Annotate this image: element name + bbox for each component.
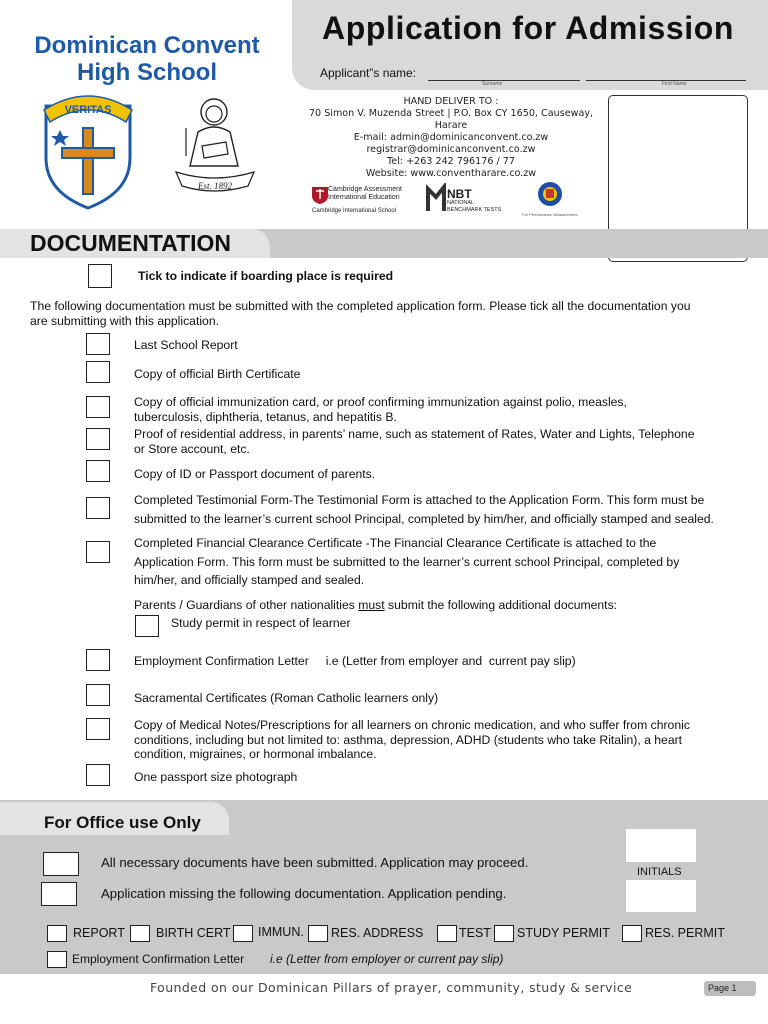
office-employment-note: i.e (Letter from employer or current pay slip) [270, 952, 504, 966]
office-check-res-address[interactable] [308, 925, 328, 942]
office-label-res-address: RES. ADDRESS [331, 926, 424, 940]
footer-motto: Founded on our Dominican Pillars of prayer, community, study & service [150, 980, 633, 995]
doc-item-birth-certificate [134, 367, 300, 382]
boarding-label: Tick to indicate if boarding place is required [138, 269, 394, 283]
cambridge-shield-icon [311, 186, 329, 204]
checkbox-birth-certificate[interactable] [86, 361, 110, 383]
office-check-report[interactable] [47, 925, 67, 942]
foreign-note-must: must [358, 598, 385, 612]
checkbox-testimonial[interactable] [86, 497, 110, 519]
doc-item-line: Last School Report [134, 338, 238, 352]
assessment-seal-icon [536, 180, 564, 212]
seal-caption: For Performance Measurement [522, 212, 578, 217]
office-check-birth-cert[interactable] [130, 925, 150, 942]
est-year: Est. 1892 [197, 181, 233, 191]
checkbox-employment-letter[interactable] [86, 649, 110, 671]
doc-item-line: Sacramental Certificates (Roman Catholic learners only) [134, 691, 439, 705]
initials-box-1[interactable] [626, 829, 696, 862]
cambridge-line1: Cambridge Assessment [328, 186, 402, 193]
doc-item-line: Copy of ID or Passport document of parents. [134, 467, 376, 481]
office-use-heading: For Office use Only [44, 813, 201, 832]
school-crest-icon [38, 88, 138, 212]
doc-item-passport-photo [134, 770, 297, 785]
doc-item-testimonial [134, 491, 714, 529]
doc-item-line: Application Form. This form must be submitted to the learner’s current school Principal, completed by [134, 554, 680, 569]
doc-item-line: Employment Confirmation Letter i.e (Letter from employer and current pay slip) [134, 654, 576, 668]
office-check-study-permit[interactable] [494, 925, 514, 942]
documentation-heading: DOCUMENTATION [30, 230, 232, 256]
hand-deliver-label: HAND DELIVER TO : [403, 96, 499, 107]
checkbox-sacramental[interactable] [86, 684, 110, 706]
doc-item-residential-address [134, 427, 695, 456]
street-address: 70 Simon V. Muzenda Street | P.O. Box CY 1650, Causeway, [308, 108, 594, 119]
doc-item-line: or Store account, etc. [134, 441, 250, 456]
pending-checkbox[interactable] [41, 882, 77, 906]
intro-line1: The following documentation must be submitted with the completed application form. Please tick all the documentation you [30, 299, 691, 313]
office-check-res-permit[interactable] [622, 925, 642, 942]
doc-item-line: One passport size photograph [134, 770, 298, 784]
checkbox-study-permit[interactable] [135, 615, 159, 637]
applicant-name-label: Applicant”s name: [320, 66, 417, 80]
doc-item-employment-letter [134, 654, 576, 669]
surname-caption: Surname [482, 81, 503, 87]
website: Website: www.conventharare.co.zw [365, 168, 537, 179]
office-label-study-permit: STUDY PERMIT [517, 926, 610, 940]
checkbox-residential-address[interactable] [86, 428, 110, 450]
doc-item-line: conditions, including but not limited to: asthma, depression, ADHD (students who take Ritalin), a heart [134, 732, 683, 747]
cambridge-logo-text [328, 186, 402, 202]
pending-label: Application missing the following documentation. Application pending. [101, 886, 507, 901]
nbt-title: NBT [447, 187, 472, 201]
doc-item-line: him/her, and officially stamped and sealed. [134, 573, 365, 587]
initials-box-2[interactable] [626, 880, 696, 912]
office-label-birth-cert: BIRTH CERT [156, 926, 231, 940]
doc-item-line: Copy of Medical Notes/Prescriptions for all learners on chronic medication, and who suffer from chronic [134, 718, 690, 732]
office-label-employment: Employment Confirmation Letter [72, 952, 245, 966]
school-name-line2: High School [77, 59, 217, 86]
page-number: Page 1 [704, 981, 756, 996]
surname-field[interactable] [428, 80, 580, 81]
school-name-line1: Dominican Convent [34, 32, 260, 59]
page-title: Application for Admission [322, 10, 735, 46]
nbt-text [447, 200, 501, 213]
proceed-checkbox[interactable] [43, 852, 79, 876]
doc-item-medical-notes [134, 718, 690, 762]
office-check-test[interactable] [437, 925, 457, 942]
checkbox-parent-id[interactable] [86, 460, 110, 482]
cambridge-line2: International Education [328, 194, 400, 201]
doc-item-school-report [134, 338, 238, 353]
foreign-note-pre: Parents / Guardians of other nationalities [134, 598, 359, 612]
email-admin: E-mail: admin@dominicanconvent.co.zw [353, 132, 549, 143]
doc-item-parent-id [134, 467, 375, 482]
checkbox-immunization[interactable] [86, 396, 110, 418]
proceed-label: All necessary documents have been submitted. Application may proceed. [101, 855, 529, 870]
documentation-intro [30, 299, 750, 328]
address-block [300, 96, 602, 180]
school-name [22, 32, 272, 86]
office-label-res-permit: RES. PERMIT [645, 926, 725, 940]
office-check-immun[interactable] [233, 925, 253, 942]
study-permit-label: Study permit in respect of learner [171, 616, 351, 630]
telephone: Tel: +263 242 796176 / 77 [386, 156, 515, 167]
doc-item-line: tuberculosis, diphtheria, tetanus, and hepatitis B. [134, 409, 397, 424]
foreign-note-post: submit the following additional documents: [384, 598, 618, 612]
doc-item-line: Copy of official Birth Certificate [134, 367, 301, 381]
saint-dominic-drawing-icon [168, 92, 262, 198]
doc-item-line: Copy of official immunization card, or proof confirming immunization against polio, measles, [134, 395, 627, 409]
doc-item-line: Completed Testimonial Form-The Testimonial Form is attached to the Application Form. This form must be [134, 493, 705, 507]
email-registrar: registrar@dominicanconvent.co.zw [366, 144, 536, 155]
first-name-caption: First Name [662, 81, 687, 87]
cambridge-school-text: Cambridge International School [312, 208, 397, 214]
boarding-checkbox[interactable] [88, 264, 112, 288]
doc-item-line: submitted to the learner’s current school Principal, completed by him/her, and officially stamped and sealed. [134, 512, 714, 526]
doc-item-financial-clearance [134, 534, 679, 590]
initials-label: INITIALS [637, 866, 682, 878]
checkbox-financial-clearance[interactable] [86, 541, 110, 563]
office-label-immun: IMMUN. [258, 925, 304, 939]
foreign-parents-note [134, 598, 617, 613]
crest-motto: VERITAS [64, 104, 112, 116]
checkbox-school-report[interactable] [86, 333, 110, 355]
nbt-line2: BENCHMARK TESTS [447, 206, 502, 213]
city: Harare [434, 120, 468, 131]
office-check-employment[interactable] [47, 951, 67, 968]
nbt-line1: NATIONAL [447, 200, 475, 206]
doc-item-immunization [134, 395, 627, 424]
office-label-test: TEST [459, 926, 491, 940]
doc-item-sacramental [134, 691, 438, 706]
office-label-report: REPORT [73, 926, 125, 940]
nbt-logo-icon [426, 183, 446, 213]
checkbox-passport-photo[interactable] [86, 764, 110, 786]
intro-line2: are submitting with this application. [30, 313, 220, 328]
doc-item-line: condition, migraines, or hormonal imbalance. [134, 747, 377, 761]
checkbox-medical-notes[interactable] [86, 718, 110, 740]
doc-item-line: Completed Financial Clearance Certificate -The Financial Clearance Certificate is attached to the [134, 536, 657, 550]
doc-item-line: Proof of residential address, in parents’ name, such as statement of Rates, Water and Lights, Telephone [134, 427, 695, 441]
